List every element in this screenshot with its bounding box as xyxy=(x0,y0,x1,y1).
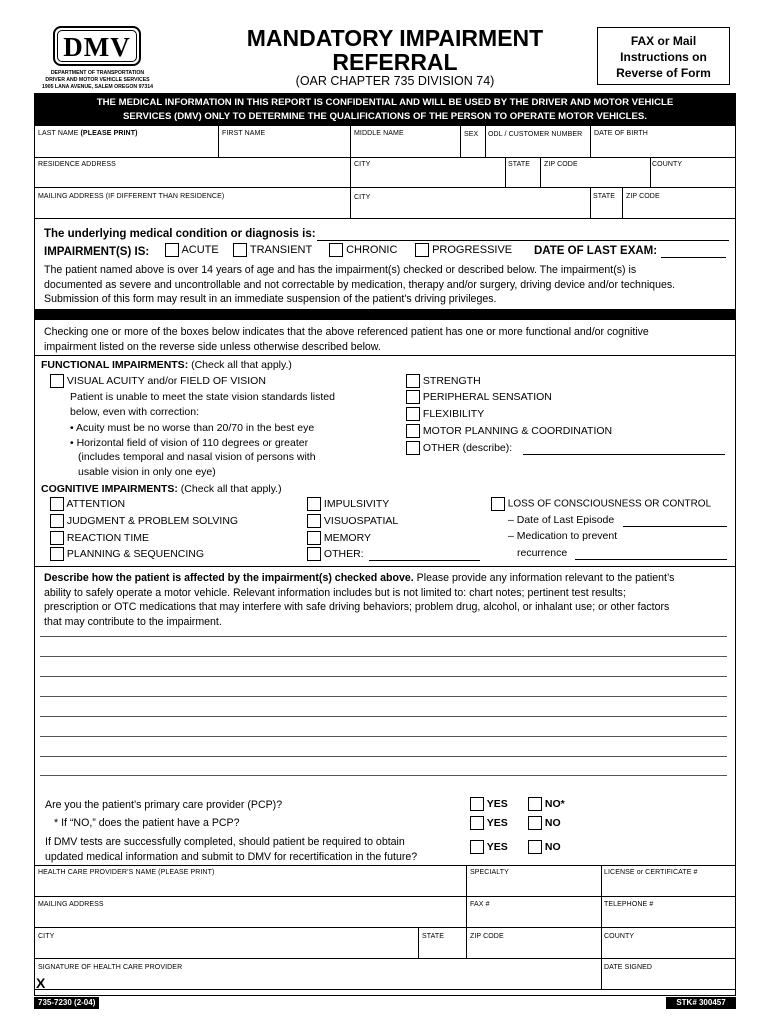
provider-state-label: STATE xyxy=(422,933,445,940)
city-field[interactable] xyxy=(352,170,503,186)
patient-statement: The patient named above is over 14 years of age and has the impairment(s) checked or described below. The impairment(s) is documented as severe and uncontrollable and not correctable by medication, therapy and/or surgery, driving device and/or techniques. Submission of this form may result in an immediate suspension of the patient's driving privileges. xyxy=(44,264,676,305)
recert-yes-checkbox[interactable] xyxy=(470,840,484,854)
acute-option[interactable]: ACUTE xyxy=(165,243,219,257)
title-line-1: MANDATORY IMPAIRMENT xyxy=(246,25,544,51)
logo-text: DMV xyxy=(57,30,137,62)
last-exam-label: DATE OF LAST EXAM: xyxy=(534,245,658,257)
description-line[interactable] xyxy=(40,656,727,657)
has-pcp-yes-option[interactable]: YES xyxy=(470,816,508,830)
fax-label: FAX # xyxy=(470,901,490,908)
checkbox-statement: Checking one or more of the boxes below indicates that the above referenced patient has one or more functional and/or cognitive impairment listed on the reverse side unless otherwise described below. xyxy=(44,326,649,353)
confidential-notice xyxy=(34,93,736,126)
residence-field[interactable] xyxy=(35,170,348,186)
recert-no-checkbox[interactable] xyxy=(528,840,542,854)
description-line[interactable] xyxy=(40,756,727,757)
visual-acuity-description: Patient is unable to meet the state vision standards listed below, even with correction: xyxy=(70,391,335,418)
state-label: STATE xyxy=(508,161,531,168)
fax-box xyxy=(597,27,730,85)
city-label: CITY xyxy=(354,161,371,168)
strength-checkbox[interactable] xyxy=(406,374,420,388)
describe-instructions: Describe how the patient is affected by the impairment(s) checked above. Please provide any information relevant to the patient’s ability to safely operate a motor vehicle. Relevant information includes but is not limited to: chart notes; pertinent test results; prescription or OTC medications that may interfere with safe driving behaviors; problem drug, alcohol, or inhalant use; or other factors that may contribute to the impairment. xyxy=(44,572,675,628)
zip2-label: ZIP CODE xyxy=(626,193,660,200)
acute-checkbox[interactable] xyxy=(165,243,179,257)
functional-other-option[interactable]: OTHER (describe): xyxy=(406,441,512,455)
description-line[interactable] xyxy=(40,676,727,677)
dob-field[interactable] xyxy=(592,140,734,156)
provider-name-field[interactable] xyxy=(35,878,464,895)
dept-line-3: 1905 LANA AVENUE, SALEM OREGON 97314 xyxy=(41,84,154,90)
description-line[interactable] xyxy=(40,696,727,697)
peripheral-checkbox[interactable] xyxy=(406,390,420,404)
middle-name-field[interactable] xyxy=(352,140,458,156)
dept-address xyxy=(40,70,155,91)
planning-checkbox[interactable] xyxy=(50,547,64,561)
reaction-checkbox[interactable] xyxy=(50,531,64,545)
description-line[interactable] xyxy=(40,775,727,776)
sex-label: SEX xyxy=(464,131,479,138)
pcp-no-checkbox[interactable] xyxy=(528,797,542,811)
odl-label: ODL / CUSTOMER NUMBER xyxy=(488,131,583,138)
strength-option[interactable]: STRENGTH xyxy=(406,374,481,388)
provider-county-label: COUNTY xyxy=(604,933,635,940)
vision-standards-list: • Acuity must be no worse than 20/70 in the best eye • Horizontal field of vision of 110 degrees or greater (includes temporal and nasal vision of persons with usable vision in only one eye) xyxy=(70,422,316,478)
functional-heading: FUNCTIONAL IMPAIRMENTS: (Check all that apply.) xyxy=(41,359,292,371)
telephone-field[interactable] xyxy=(603,909,734,926)
peripheral-option[interactable]: PERIPHERAL SENSATION xyxy=(406,390,552,404)
visuospatial-option[interactable]: VISUOSPATIAL xyxy=(307,514,398,528)
loc-medication-label: – Medication to prevent xyxy=(508,530,618,542)
flexibility-option[interactable]: FLEXIBILITY xyxy=(406,407,484,421)
motor-checkbox[interactable] xyxy=(406,424,420,438)
residence-label: RESIDENCE ADDRESS xyxy=(38,161,116,168)
memory-checkbox[interactable] xyxy=(307,531,321,545)
pcp-question: Are you the patient’s primary care provider (PCP)? xyxy=(45,799,283,811)
progressive-option[interactable]: PROGRESSIVE xyxy=(415,243,512,257)
has-pcp-no-option[interactable]: NO xyxy=(528,816,561,830)
provider-name-label: HEALTH CARE PROVIDER’S NAME (PLEASE PRINT) xyxy=(38,869,215,876)
loc-option[interactable]: LOSS OF CONSCIOUSNESS OR CONTROL xyxy=(491,497,711,511)
date-signed-label: DATE SIGNED xyxy=(604,964,653,971)
signature-x-mark: X xyxy=(36,975,46,991)
visuospatial-checkbox[interactable] xyxy=(307,514,321,528)
judgment-option[interactable]: JUDGMENT & PROBLEM SOLVING xyxy=(50,514,238,528)
dept-line-2: DRIVER AND MOTOR VEHICLE SERVICES xyxy=(45,77,150,83)
cognitive-other-field[interactable] xyxy=(369,546,480,560)
loc-date-label: – Date of Last Episode xyxy=(508,514,615,526)
impulsivity-option[interactable]: IMPULSIVITY xyxy=(307,497,389,511)
specialty-label: SPECIALTY xyxy=(470,869,509,876)
last-name-field[interactable] xyxy=(35,140,217,156)
zip-label: ZIP CODE xyxy=(544,161,578,168)
transient-option[interactable]: TRANSIENT xyxy=(233,243,312,257)
provider-mailing-label: MAILING ADDRESS xyxy=(38,901,104,908)
last-exam-field[interactable] xyxy=(661,243,726,257)
progressive-checkbox[interactable] xyxy=(415,243,429,257)
attention-option[interactable]: ATTENTION xyxy=(50,497,125,511)
form-title xyxy=(220,26,570,74)
visual-acuity-option[interactable]: VISUAL ACUITY and/or FIELD OF VISION xyxy=(50,374,266,388)
visual-acuity-checkbox[interactable] xyxy=(50,374,64,388)
title-line-2: REFERRAL xyxy=(332,49,458,75)
first-name-label: FIRST NAME xyxy=(222,130,266,137)
pcp-yes-option[interactable]: YES xyxy=(470,797,508,811)
loc-checkbox[interactable] xyxy=(491,497,505,511)
loc-recurrence-label: recurrence xyxy=(517,547,568,559)
last-name-label: LAST NAME (PLEASE PRINT) xyxy=(38,130,138,137)
county-label: COUNTY xyxy=(652,161,683,168)
fax-line-1: FAX or Mail xyxy=(630,34,697,48)
transient-checkbox[interactable] xyxy=(233,243,247,257)
notice-line-1: THE MEDICAL INFORMATION IN THIS REPORT IS CONFIDENTIAL AND WILL BE USED BY THE DRIVER AND MOTOR VEHICLE xyxy=(96,97,674,108)
recertification-question: If DMV tests are successfully completed, should patient be required to obtain updated medical information and submit to DMV for recertification in the future? xyxy=(45,836,418,863)
functional-other-field[interactable] xyxy=(523,440,725,454)
dept-line-1: DEPARTMENT OF TRANSPORTATION xyxy=(50,70,145,76)
has-pcp-question: * If “NO,” does the patient have a PCP? xyxy=(54,817,240,829)
license-field[interactable] xyxy=(603,878,734,895)
first-name-field[interactable] xyxy=(220,140,348,156)
motor-option[interactable]: MOTOR PLANNING & COORDINATION xyxy=(406,424,612,438)
planning-option[interactable]: PLANNING & SEQUENCING xyxy=(50,547,204,561)
city2-label: CITY xyxy=(354,194,371,201)
memory-option[interactable]: MEMORY xyxy=(307,531,371,545)
signature-field[interactable] xyxy=(52,972,598,988)
fax-line-2: Instructions on xyxy=(620,50,707,64)
chronic-checkbox[interactable] xyxy=(329,243,343,257)
fax-line-3: Reverse of Form xyxy=(616,66,711,80)
form-number-badge: 735-7230 (2-04) xyxy=(34,997,99,1009)
state2-label: STATE xyxy=(593,193,616,200)
provider-city-label: CITY xyxy=(38,933,55,940)
reaction-option[interactable]: REACTION TIME xyxy=(50,531,149,545)
loc-date-field[interactable] xyxy=(623,512,727,526)
section-divider-bar xyxy=(34,309,736,320)
loc-recurrence-field[interactable] xyxy=(575,545,727,559)
cognitive-other-option[interactable]: OTHER: xyxy=(307,547,364,561)
mailing-label: MAILING ADDRESS (IF DIFFERENT THAN RESIDENCE) xyxy=(38,193,225,200)
mailing-field[interactable] xyxy=(35,201,348,217)
description-line[interactable] xyxy=(40,636,727,637)
telephone-label: TELEPHONE # xyxy=(604,901,654,908)
notice-line-2: SERVICES (DMV) ONLY TO DETERMINE THE QUALIFICATIONS OF THE PERSON TO OPERATE MOTOR VEHICLES. xyxy=(123,111,647,122)
specialty-field[interactable] xyxy=(468,878,599,895)
odl-field[interactable] xyxy=(487,140,588,156)
signature-label: SIGNATURE OF HEALTH CARE PROVIDER xyxy=(38,964,183,971)
underlying-condition-label: The underlying medical condition or diagnosis is: xyxy=(44,228,316,240)
judgment-checkbox[interactable] xyxy=(50,514,64,528)
form-subtitle: (OAR CHAPTER 735 DIVISION 74) xyxy=(295,74,495,88)
provider-zip-label: ZIP CODE xyxy=(470,933,504,940)
pcp-yes-checkbox[interactable] xyxy=(470,797,484,811)
chronic-option[interactable]: CHRONIC xyxy=(329,243,397,257)
recert-no-option[interactable]: NO xyxy=(528,840,561,854)
cognitive-other-checkbox[interactable] xyxy=(307,547,321,561)
stock-number-badge: STK# 300457 xyxy=(666,997,736,1009)
description-line[interactable] xyxy=(40,736,727,737)
dob-label: DATE OF BIRTH xyxy=(594,130,648,137)
has-pcp-no-checkbox[interactable] xyxy=(528,816,542,830)
attention-checkbox[interactable] xyxy=(50,497,64,511)
pcp-no-option[interactable]: NO* xyxy=(528,797,565,811)
middle-name-label: MIDDLE NAME xyxy=(354,130,404,137)
cognitive-heading: COGNITIVE IMPAIRMENTS: (Check all that apply.) xyxy=(41,483,282,495)
date-signed-field[interactable] xyxy=(603,972,734,988)
has-pcp-yes-checkbox[interactable] xyxy=(470,816,484,830)
flexibility-checkbox[interactable] xyxy=(406,407,420,421)
provider-mailing-field[interactable] xyxy=(35,909,464,926)
fax-field[interactable] xyxy=(468,909,599,926)
provider-city-field[interactable] xyxy=(35,941,416,957)
impairment-type-label: IMPAIRMENT(S) IS: xyxy=(44,246,150,258)
recert-yes-option[interactable]: YES xyxy=(470,840,508,854)
description-line[interactable] xyxy=(40,716,727,717)
license-label: LICENSE or CERTIFICATE # xyxy=(604,869,698,876)
dmv-logo xyxy=(53,26,141,66)
impulsivity-checkbox[interactable] xyxy=(307,497,321,511)
functional-other-checkbox[interactable] xyxy=(406,441,420,455)
underlying-condition-field[interactable] xyxy=(316,225,729,240)
